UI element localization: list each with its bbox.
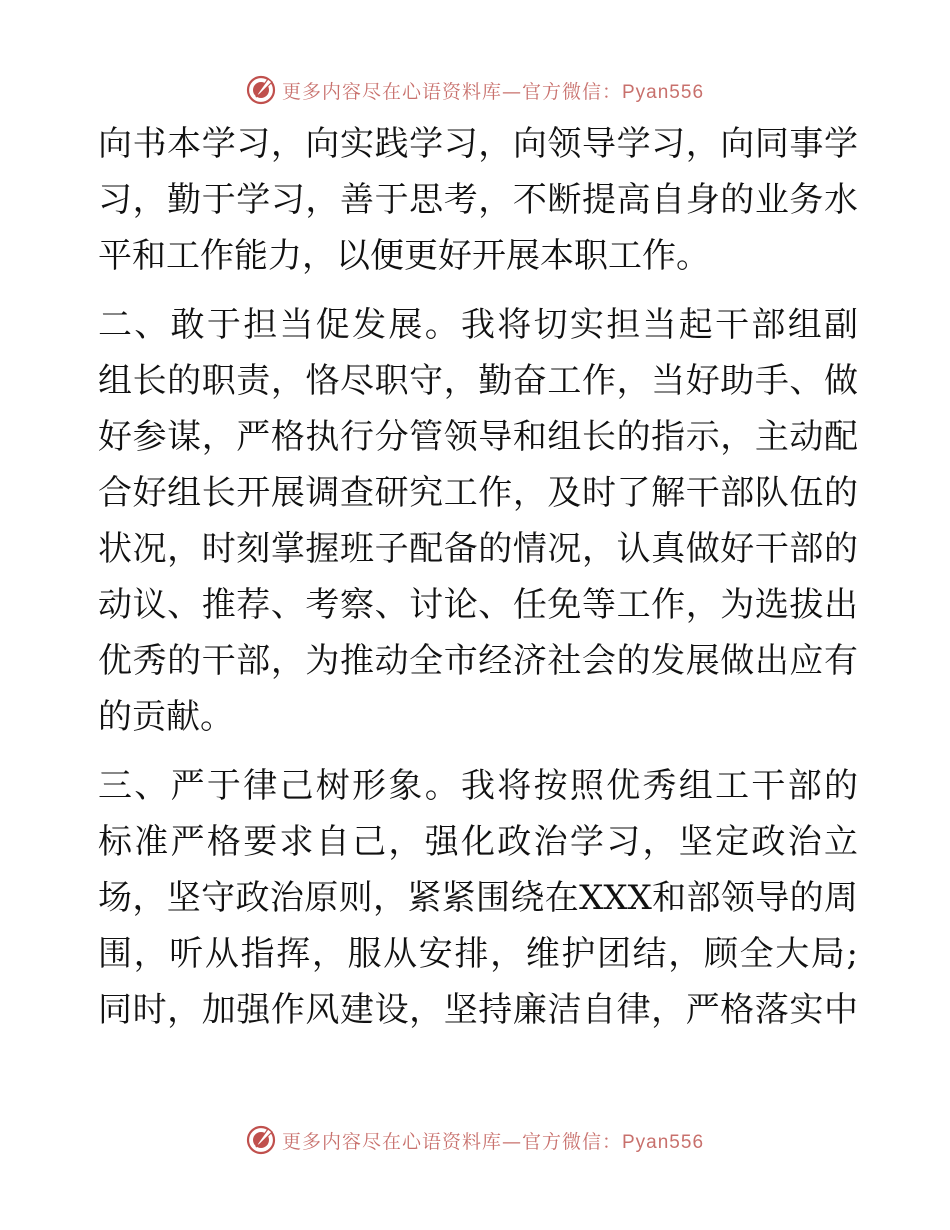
text-line: 同时，加强作风建设，坚持廉洁自律，严格落实中 xyxy=(98,990,858,1030)
text-line: 标准严格要求自己，强化政治学习，坚定政治立 xyxy=(98,822,858,862)
footer-wechat-id: Pyan556 xyxy=(622,1131,705,1153)
text-line: 习，勤于学习，善于思考，不断提高自身的业务水 xyxy=(98,180,858,220)
footer-banner-text: 更多内容尽在心语资料库—官方微信：Pyan556 xyxy=(281,1130,705,1153)
text-line: 动议、推荐、考察、讨论、任免等工作，为选拔出 xyxy=(98,585,858,625)
text-line: 围，听从指挥，服从安排，维护团结，顾全大局; xyxy=(98,934,858,974)
header-wechat-id: Pyan556 xyxy=(622,81,705,103)
text-line: 组长的职责，恪尽职守，勤奋工作，当好助手、做 xyxy=(98,361,858,401)
text-line: 合好组长开展调查研究工作，及时了解干部队伍的 xyxy=(98,473,858,513)
text-line: 平和工作能力，以便更好开展本职工作。 xyxy=(98,236,710,276)
paragraph-2 xyxy=(98,297,858,745)
text-line: 场，坚守政治原则，紧紧围绕在XXX和部领导的周 xyxy=(98,878,858,918)
document-body xyxy=(98,116,858,1038)
paragraph-1 xyxy=(98,116,858,284)
footer-banner xyxy=(0,1122,950,1158)
text-line: 三、严于律己树形象。我将按照优秀组工干部的 xyxy=(98,766,858,806)
quill-seal-logo-icon xyxy=(246,75,276,105)
text-line: 优秀的干部，为推动全市经济社会的发展做出应有 xyxy=(98,641,858,681)
paragraph-3 xyxy=(98,758,858,1038)
text-line: 的贡献。 xyxy=(98,697,234,737)
header-banner-text: 更多内容尽在心语资料库—官方微信：Pyan556 xyxy=(281,80,705,103)
text-line: 好参谋，严格执行分管领导和组长的指示，主动配 xyxy=(98,417,858,457)
quill-seal-logo-icon xyxy=(246,1125,276,1155)
header-banner xyxy=(0,72,950,108)
text-line: 状况，时刻掌握班子配备的情况，认真做好干部的 xyxy=(98,529,858,569)
text-line: 二、敢于担当促发展。我将切实担当起干部组副 xyxy=(98,305,858,345)
text-line: 向书本学习，向实践学习，向领导学习，向同事学 xyxy=(98,124,858,164)
